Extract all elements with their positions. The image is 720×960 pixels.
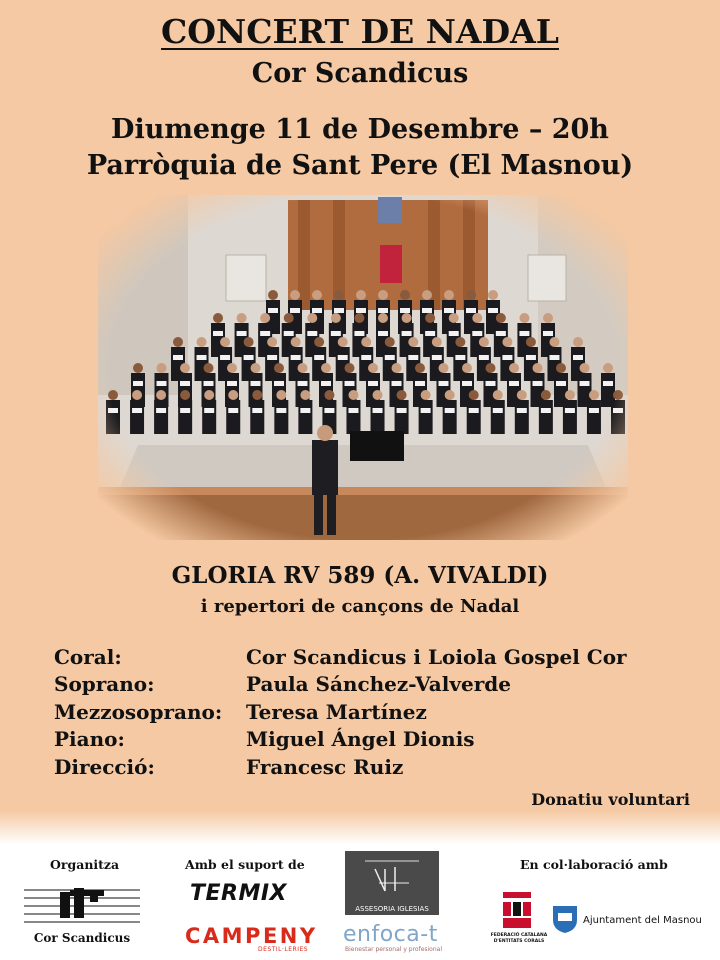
score-folder [392,381,402,386]
singer-head [307,313,317,323]
singer-head [385,337,395,347]
concert-venue: Parròquia de Sant Pere (El Masnou) [86,150,634,181]
singer-head [237,313,247,323]
score-folder [517,408,527,413]
singer-head [284,313,294,323]
score-folder [213,331,223,336]
singer-head [589,390,599,400]
score-folder [220,355,230,360]
score-folder [354,331,364,336]
singer-head [298,363,308,373]
singer [539,400,553,434]
choir-photo [98,195,628,540]
singer-head [565,390,575,400]
concert-date-time: Diumenge 11 de Desembre – 20h [111,114,609,145]
singer-head [331,313,341,323]
singer [154,400,168,434]
singer-head [455,337,465,347]
score-folder [157,381,167,386]
score-folder [439,381,449,386]
score-folder [244,355,254,360]
singer-head [314,337,324,347]
score-folder [132,408,142,413]
score-folder [455,355,465,360]
singer [202,400,216,434]
singer [467,400,481,434]
score-folder [565,408,575,413]
score-folder [291,355,301,360]
score-folder [402,331,412,336]
singer-head [180,390,190,400]
score-folder [519,331,529,336]
masnou-label: Ajuntament del Masnou [583,915,702,926]
singer-head [197,337,207,347]
score-folder [425,331,435,336]
singer-head [517,390,527,400]
fcec-label: FEDERACIÓ CATALANA D'ENTITATS CORALS [490,933,548,944]
singer-head [324,390,334,400]
singer-head [444,290,454,300]
singer-head [392,363,402,373]
singer [419,400,433,434]
score-folder [331,331,341,336]
score-folder [378,331,388,336]
credit-row [54,643,674,671]
singer-head [260,313,270,323]
main-work: GLORIA RV 589 (A. VIVALDI) [171,562,549,589]
singer-head [368,363,378,373]
score-folder [173,355,183,360]
score-folder [300,408,310,413]
singer [587,400,601,434]
singer-head [580,363,590,373]
singer-head [415,363,425,373]
score-folder [324,408,334,413]
singer-head [549,337,559,347]
score-folder [589,408,599,413]
singer-head [462,363,472,373]
singer-head [251,363,261,373]
score-folder [400,308,410,313]
singer [611,400,625,434]
singer-head [156,390,166,400]
score-folder [502,355,512,360]
singer-head [573,337,583,347]
score-folder [237,331,247,336]
singer-head [509,363,519,373]
score-folder [228,408,238,413]
credit-role: Soprano: [54,672,155,697]
campeny-logo: CAMPENY [185,924,318,948]
campeny-subtitle: DESTIL·LERIES [258,946,309,953]
score-folder [422,308,432,313]
score-folder [298,381,308,386]
credit-row [54,726,674,754]
score-folder [321,381,331,386]
score-folder [580,381,590,386]
singer [563,400,577,434]
score-folder [108,408,118,413]
credit-role: Direcció: [54,754,155,779]
organizer-heading: Organitza [50,857,120,872]
score-folder [251,381,261,386]
score-folder [348,408,358,413]
singer [178,400,192,434]
score-folder [260,331,270,336]
termix-logo: TERMIX [190,881,288,906]
credit-role: Piano: [54,727,125,752]
score-folder [613,408,623,413]
singer-head [541,390,551,400]
singer-head [472,313,482,323]
singer [395,400,409,434]
credit-name: Miguel Ángel Dionis [246,727,475,752]
singer [443,400,457,434]
singer-head [321,363,331,373]
score-folder [603,381,613,386]
singer-head [469,390,479,400]
singer-head [213,313,223,323]
score-folder [356,308,366,313]
score-folder [373,408,383,413]
assessoria-label: ASSESORIA IGLESIAS [355,905,429,913]
score-folder [533,381,543,386]
singer-head [132,390,142,400]
score-folder [408,355,418,360]
singer-head [449,313,459,323]
singer-head [432,337,442,347]
credit-role: Coral: [54,644,122,669]
score-folder [549,355,559,360]
singer-head [543,313,553,323]
singer-head [354,313,364,323]
singer-head [466,290,476,300]
singer-head [204,390,214,400]
score-folder [307,331,317,336]
singer-head [422,290,432,300]
singer [371,400,385,434]
assessoria-monogram-icon [345,851,439,901]
support-heading: Amb el suport de [185,857,305,872]
singer-head [493,390,503,400]
singer-head [397,390,407,400]
score-folder [180,381,190,386]
score-folder [486,381,496,386]
singer-head [526,337,536,347]
singer [298,400,312,434]
singer [106,400,120,434]
assessoria-iglesias-logo [345,851,439,915]
singer-head [157,363,167,373]
score-folder [556,381,566,386]
score-folder [444,308,454,313]
singer-head [400,290,410,300]
singer-head [274,363,284,373]
singer-head [291,337,301,347]
singer-head [402,313,412,323]
enfocat-subtitle: Bienestar personal y profesional [345,946,443,953]
singer [250,400,264,434]
organizer-name: Cor Scandicus [33,931,131,945]
score-folder [133,381,143,386]
singer-head [133,363,143,373]
score-folder [469,408,479,413]
collaboration-heading: En col·laboració amb [520,857,668,872]
score-folder [267,355,277,360]
singer [130,400,144,434]
score-folder [378,308,388,313]
singer-head [519,313,529,323]
score-folder [445,408,455,413]
singer-head [204,363,214,373]
score-folder [466,308,476,313]
score-folder [509,381,519,386]
score-folder [290,308,300,313]
score-folder [541,408,551,413]
singer-head [348,390,358,400]
score-folder [180,408,190,413]
score-folder [227,381,237,386]
credit-name: Teresa Martínez [246,699,427,724]
score-folder [415,381,425,386]
singer-head [373,390,383,400]
score-folder [462,381,472,386]
score-folder [361,355,371,360]
singer-head [300,390,310,400]
singer [274,400,288,434]
donation-note: Donatiu voluntari [531,790,690,809]
singer-head [220,337,230,347]
singer-head [334,290,344,300]
singer-head [502,337,512,347]
credit-row [54,753,674,781]
singer-head [603,363,613,373]
singer-head [345,363,355,373]
singer-head [267,337,277,347]
score-folder [276,408,286,413]
singer [346,400,360,434]
singer-head [180,363,190,373]
choir-name: Cor Scandicus [251,58,469,89]
singer-head [445,390,455,400]
singer-head [421,390,431,400]
score-folder [573,355,583,360]
singer-head [268,290,278,300]
singer-head [312,290,322,300]
fcec-logo-icon [497,890,537,936]
credit-row [54,671,674,699]
credit-name: Francesc Ruiz [246,754,404,779]
singer-head [533,363,543,373]
score-folder [421,408,431,413]
singer-head [361,337,371,347]
singer-head [408,337,418,347]
singer-head [496,313,506,323]
singer-head [276,390,286,400]
credit-name: Paula Sánchez-Valverde [246,672,511,697]
singer [515,400,529,434]
singer [226,400,240,434]
singer-head [488,290,498,300]
score-folder [312,308,322,313]
credits-list [54,643,674,781]
singer-head [228,390,238,400]
enfocat-logo: enfoca-t [343,922,438,947]
score-folder [156,408,166,413]
singer-head [486,363,496,373]
masnou-shield-icon [552,904,578,934]
score-folder [397,408,407,413]
credit-role: Mezzosoprano: [54,699,223,724]
singer-head [378,313,388,323]
score-folder [274,381,284,386]
score-folder [204,381,214,386]
score-folder [197,355,207,360]
singer-head [338,337,348,347]
singer-head [378,290,388,300]
score-folder [472,331,482,336]
score-folder [449,331,459,336]
singer-head [425,313,435,323]
score-folder [432,355,442,360]
singer-head [439,363,449,373]
singer-head [479,337,489,347]
singer-head [356,290,366,300]
credit-name: Cor Scandicus i Loiola Gospel Cor [246,644,627,669]
singer-head [227,363,237,373]
score-folder [385,355,395,360]
score-folder [252,408,262,413]
singer-head [244,337,254,347]
score-folder [488,308,498,313]
singer-head [613,390,623,400]
score-folder [526,355,536,360]
score-folder [334,308,344,313]
score-folder [493,408,503,413]
singer-head [290,290,300,300]
score-folder [338,355,348,360]
score-folder [284,331,294,336]
score-folder [479,355,489,360]
score-folder [368,381,378,386]
score-folder [496,331,506,336]
score-folder [314,355,324,360]
singer-head [556,363,566,373]
additional-repertoire: i repertori de cançons de Nadal [200,596,520,617]
score-folder [543,331,553,336]
score-folder [204,408,214,413]
score-folder [345,381,355,386]
credit-row [54,698,674,726]
score-folder [268,308,278,313]
singer [491,400,505,434]
singer-head [108,390,118,400]
singer-head [173,337,183,347]
singer-head [252,390,262,400]
concert-title: CONCERT DE NADAL [161,12,559,51]
